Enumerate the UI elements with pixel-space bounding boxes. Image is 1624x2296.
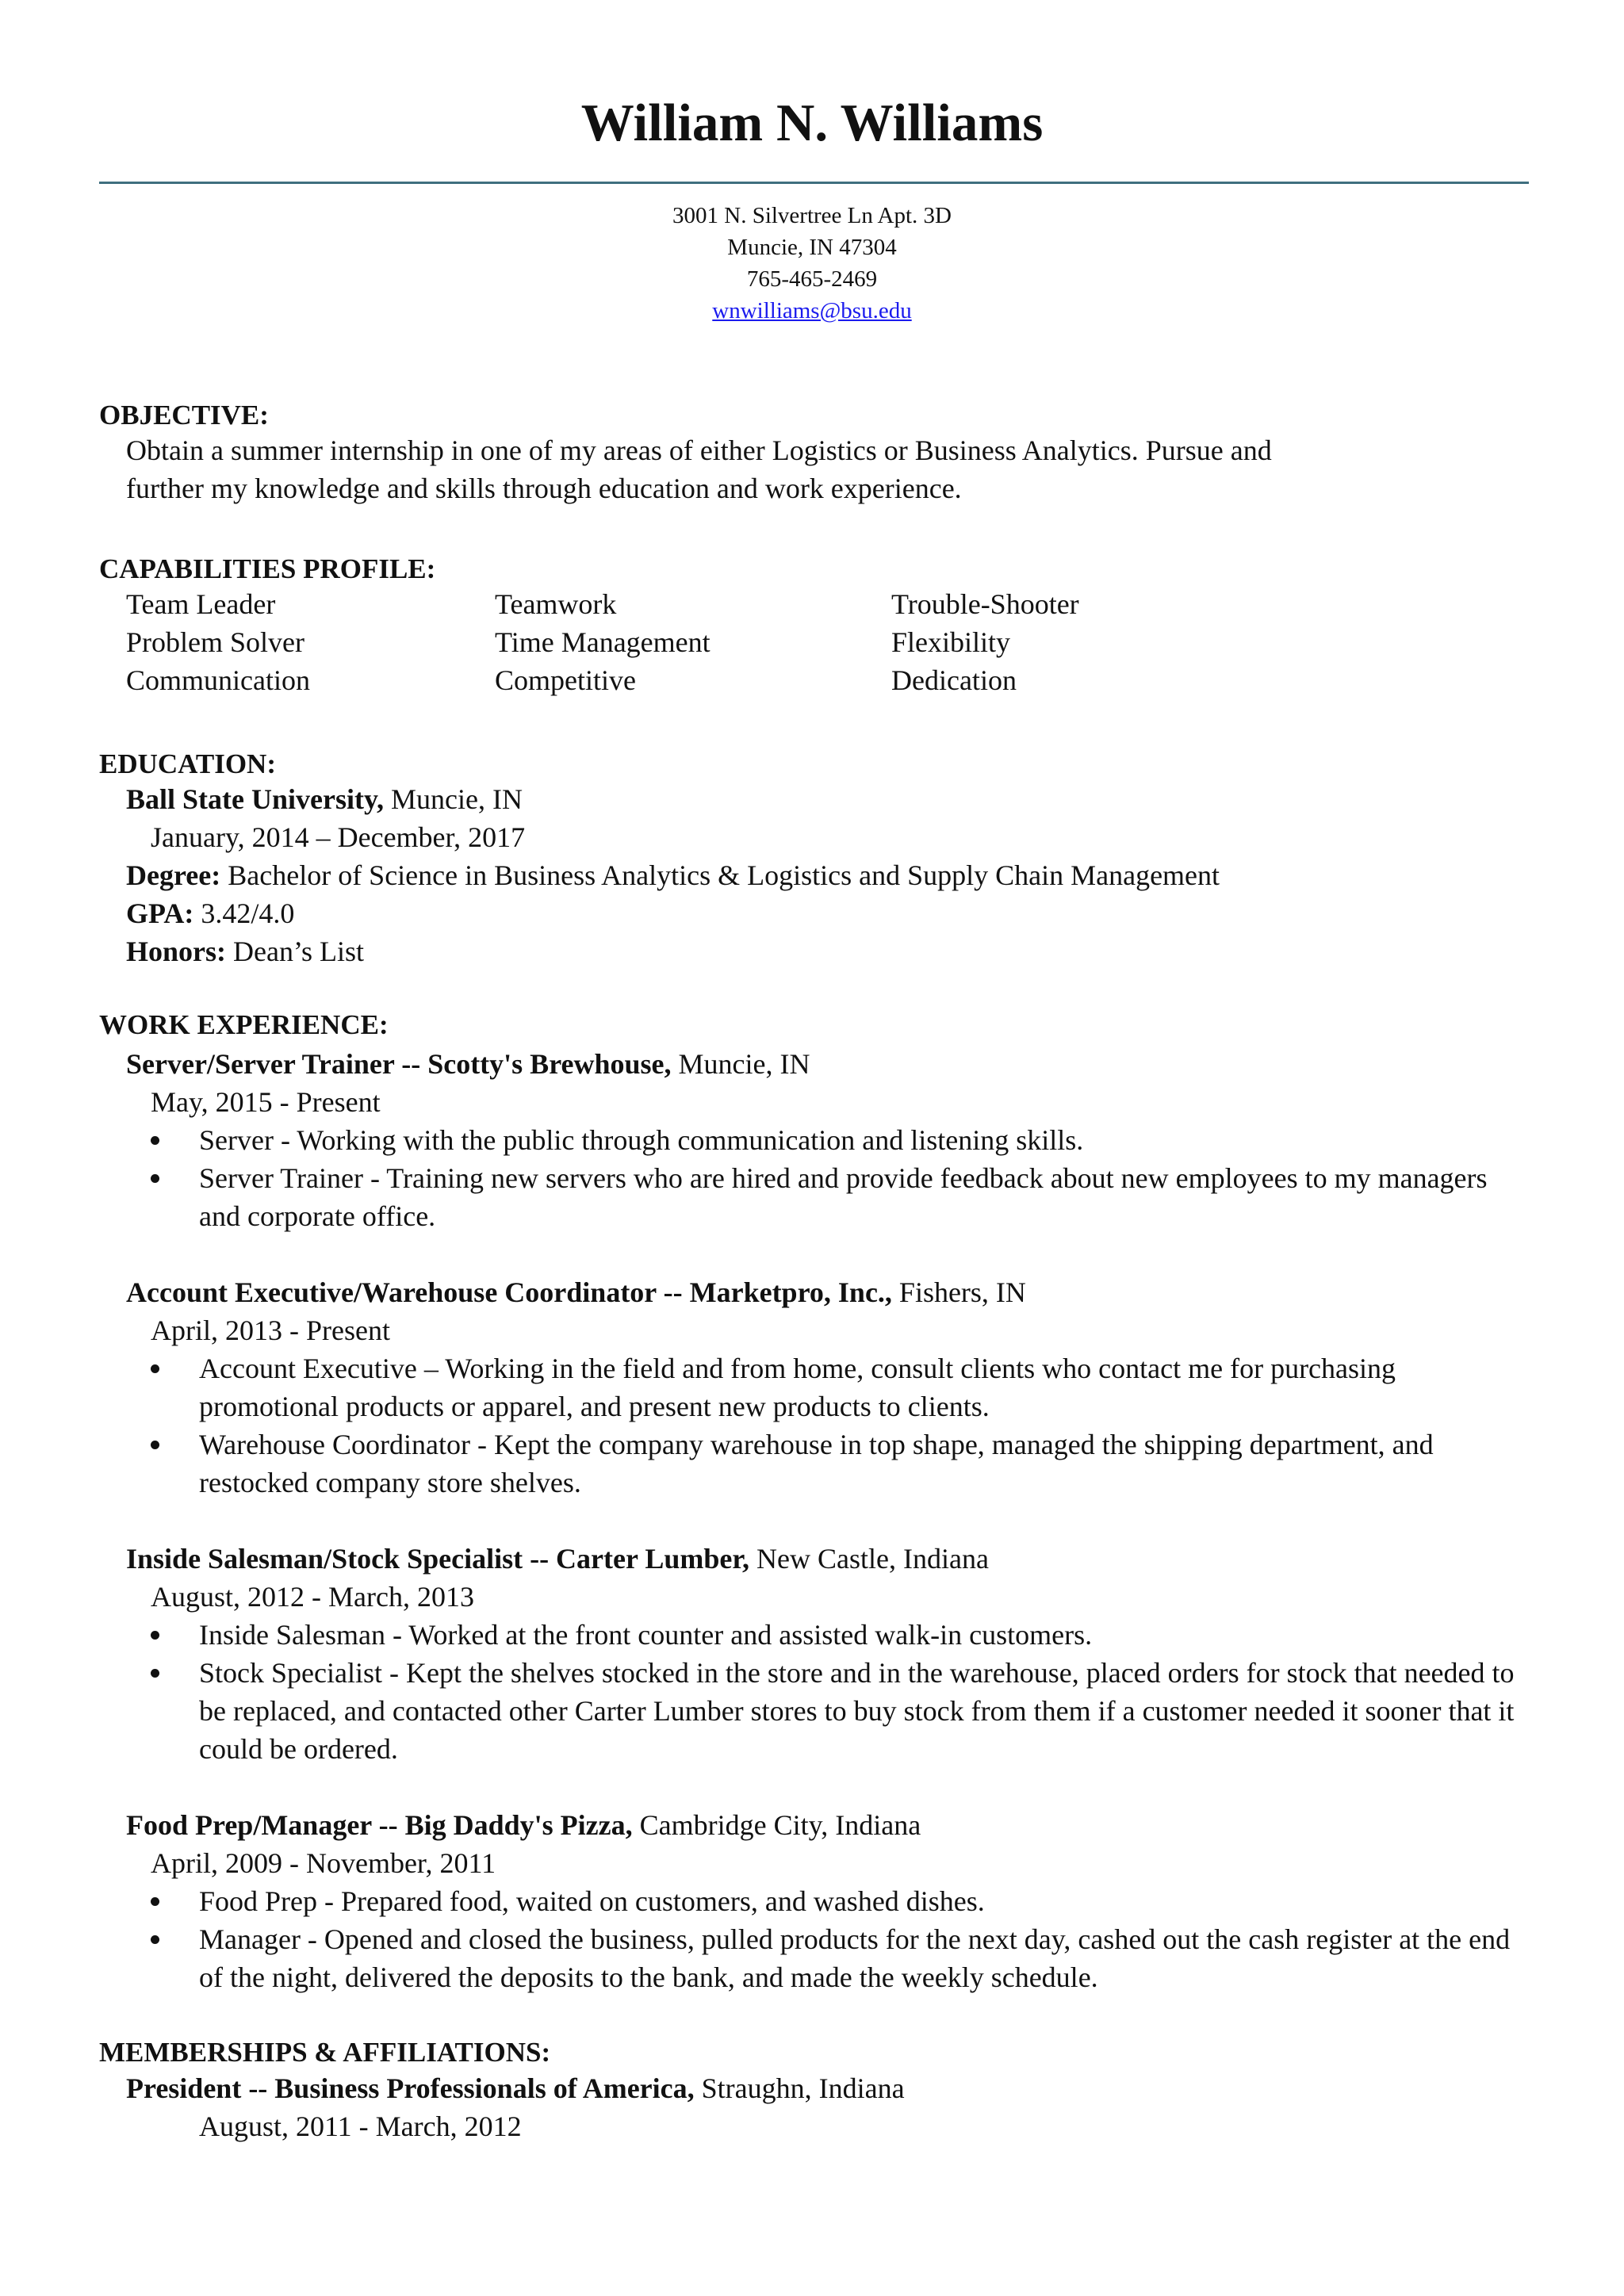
job-title: Food Prep/Manager -- Big Daddy's Pizza, <box>126 1809 633 1841</box>
job-title-line <box>126 1806 921 1844</box>
degree-value: Bachelor of Science in Business Analytics & Logistics and Supply Chain Management <box>220 859 1220 891</box>
job-bullets <box>151 1882 1530 1996</box>
objective-line-1: Obtain a summer internship in one of my areas of either Logistics or Business Analytics. Pursue and <box>126 434 1272 466</box>
job-title: Inside Salesman/Stock Specialist -- Carter Lumber, <box>126 1543 750 1575</box>
capability-item: Communication <box>126 664 310 696</box>
job-location: Cambridge City, Indiana <box>632 1809 921 1841</box>
capability-item: Problem Solver <box>126 626 304 658</box>
education-dates: January, 2014 – December, 2017 <box>151 821 526 853</box>
bullet-icon <box>151 1897 159 1906</box>
bullet-item <box>151 1159 1530 1235</box>
bullet-text: Food Prep - Prepared food, waited on customers, and washed dishes. <box>199 1885 985 1917</box>
membership-location: Straughn, Indiana <box>694 2072 905 2104</box>
bullet-icon <box>151 1631 159 1640</box>
objective-heading: OBJECTIVE: <box>99 400 269 430</box>
gpa-line <box>126 894 294 932</box>
degree-line <box>126 856 1220 894</box>
phone-number: 765-465-2469 <box>746 266 878 292</box>
bullet-text: Warehouse Coordinator - Kept the company warehouse in top shape, managed the shipping department, and restocked company store shelves. <box>199 1429 1434 1498</box>
capability-item: Time Management <box>495 626 710 658</box>
job-dates: April, 2013 - Present <box>151 1314 390 1346</box>
bullet-icon <box>151 1669 159 1678</box>
education-heading: EDUCATION: <box>99 748 276 779</box>
membership-title: President -- Business Professionals of America, <box>126 2072 695 2104</box>
school-name: Ball State University, <box>126 783 384 815</box>
memberships-heading: MEMBERSHIPS & AFFILIATIONS: <box>99 2037 551 2068</box>
school-location: Muncie, IN <box>383 783 523 815</box>
job-bullets <box>151 1616 1530 1768</box>
bullet-icon <box>151 1935 159 1944</box>
gpa-value: 3.42/4.0 <box>193 897 295 929</box>
job-title-line <box>126 1045 810 1083</box>
address-line-1: 3001 N. Silvertree Ln Apt. 3D <box>672 203 952 228</box>
capability-item: Team Leader <box>126 588 276 620</box>
bullet-item <box>151 1121 1530 1159</box>
job-title-line <box>126 1273 1026 1311</box>
resume-name: William N. Williams <box>580 94 1044 152</box>
honors-value: Dean’s List <box>226 936 364 967</box>
email-link[interactable]: wnwilliams@bsu.edu <box>712 298 912 323</box>
contact-block <box>0 200 1624 327</box>
job-location: New Castle, Indiana <box>749 1543 989 1575</box>
objective-line-2: further my knowledge and skills through education and work experience. <box>126 473 962 504</box>
work-heading: WORK EXPERIENCE: <box>99 1009 389 1040</box>
bullet-item <box>151 1349 1530 1425</box>
job-title-line <box>126 1540 989 1578</box>
job-dates: August, 2012 - March, 2013 <box>151 1581 474 1613</box>
job-location: Muncie, IN <box>671 1048 810 1080</box>
membership-dates: August, 2011 - March, 2012 <box>199 2110 522 2142</box>
job-dates: May, 2015 - Present <box>151 1086 381 1118</box>
bullet-text: Server - Working with the public through communication and listening skills. <box>199 1124 1084 1156</box>
address-line-2: Muncie, IN 47304 <box>727 235 897 260</box>
education-school-line <box>126 780 523 818</box>
gpa-label: GPA: <box>126 897 194 929</box>
honors-label: Honors: <box>126 936 226 967</box>
header-divider <box>99 182 1529 184</box>
bullet-icon <box>151 1136 159 1145</box>
bullet-icon <box>151 1364 159 1373</box>
capability-item: Competitive <box>495 664 636 696</box>
job-bullets <box>151 1121 1530 1235</box>
capability-item: Flexibility <box>891 626 1011 658</box>
bullet-icon <box>151 1441 159 1449</box>
bullet-item <box>151 1654 1530 1768</box>
membership-title-line <box>126 2069 905 2107</box>
bullet-text: Stock Specialist - Kept the shelves stocked in the store and in the warehouse, placed orders for stock that needed to be replaced, and contacted other Carter Lumber stores to buy stock from them if a customer needed it sooner that it could be ordered. <box>199 1657 1515 1765</box>
bullet-item <box>151 1616 1530 1654</box>
bullet-text: Inside Salesman - Worked at the front counter and assisted walk-in customers. <box>199 1619 1093 1651</box>
job-title: Server/Server Trainer -- Scotty's Brewhouse, <box>126 1048 672 1080</box>
capabilities-heading: CAPABILITIES PROFILE: <box>99 553 436 584</box>
degree-label: Degree: <box>126 859 221 891</box>
job-bullets <box>151 1349 1530 1502</box>
capability-item: Dedication <box>891 664 1017 696</box>
bullet-text: Server Trainer - Training new servers who are hired and provide feedback about new employees to my managers and corporate office. <box>199 1162 1488 1232</box>
bullet-text: Manager - Opened and closed the business, pulled products for the next day, cashed out the cash register at the end of the night, delivered the deposits to the bank, and made the weekly schedule. <box>199 1923 1511 1993</box>
capability-item: Teamwork <box>495 588 617 620</box>
capability-item: Trouble-Shooter <box>891 588 1079 620</box>
bullet-icon <box>151 1174 159 1183</box>
bullet-item <box>151 1882 1530 1920</box>
bullet-text: Account Executive – Working in the field and from home, consult clients who contact me for purchasing promotional products or apparel, and present new products to clients. <box>199 1353 1396 1422</box>
honors-line <box>126 932 364 970</box>
bullet-item <box>151 1920 1530 1996</box>
job-dates: April, 2009 - November, 2011 <box>151 1847 496 1879</box>
job-title: Account Executive/Warehouse Coordinator -- Marketpro, Inc., <box>126 1276 892 1308</box>
bullet-item <box>151 1425 1530 1502</box>
job-location: Fishers, IN <box>891 1276 1026 1308</box>
